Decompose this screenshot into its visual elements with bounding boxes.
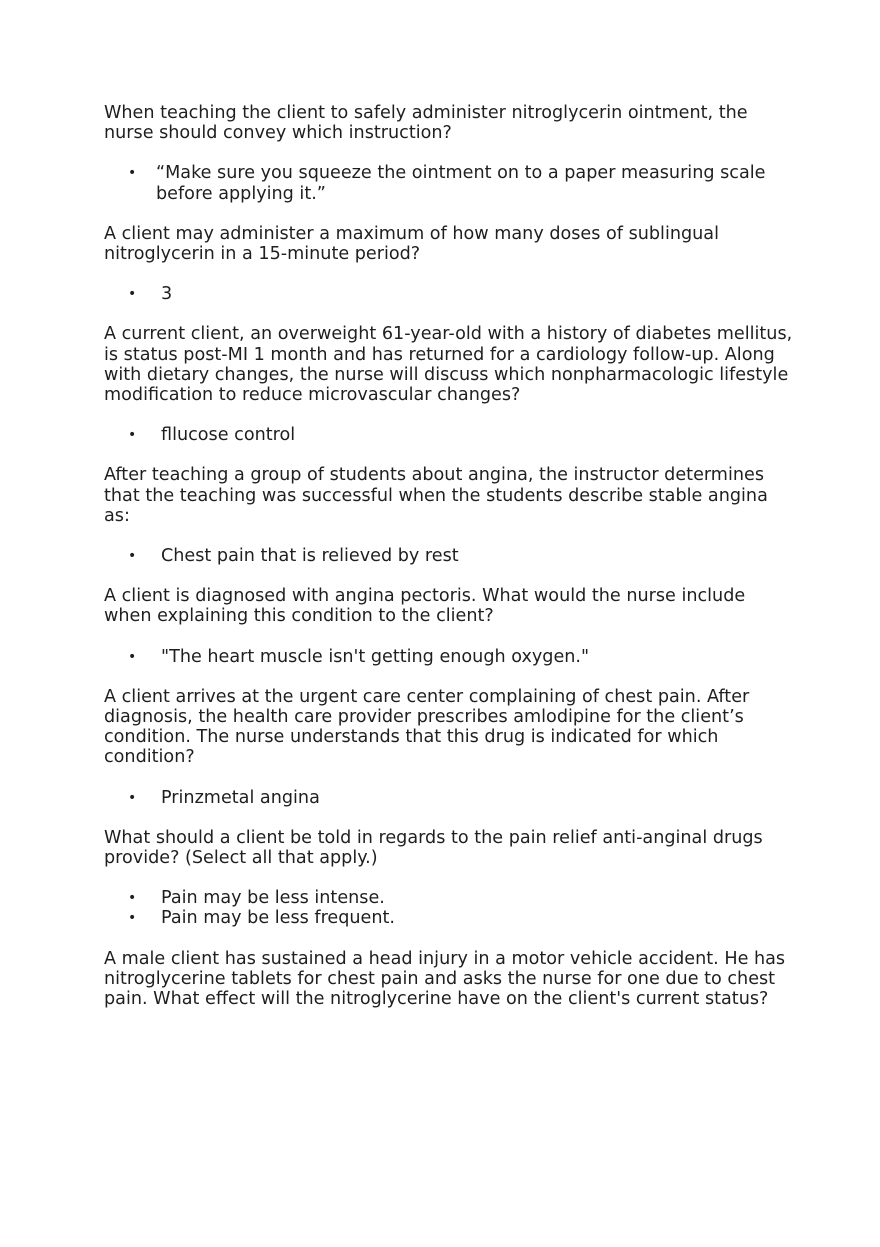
question-text: A client arrives at the urgent care center complaining of chest pain. After diagnosis, the health care provider prescribes amlodipine for the client’s condition. The nurse understands that this drug is indicated for which condition?	[104, 686, 750, 768]
answer-text: Pain may be less frequent.	[161, 908, 396, 929]
answer-item	[104, 163, 794, 203]
answer-item	[104, 908, 794, 928]
bullet-icon: •	[128, 890, 137, 907]
question-text: After teaching a group of students about angina, the instructor determines that the teaching was successful when the students describe stable angina as:	[104, 465, 768, 526]
answer-list	[104, 425, 794, 445]
answer-list	[104, 163, 794, 203]
question-text: A client may administer a maximum of how many doses of sublingual nitroglycerin in a 15-minute period?	[104, 223, 719, 265]
answer-item	[104, 546, 794, 566]
answer-list	[104, 546, 794, 566]
answer-list	[104, 284, 794, 304]
answer-item	[104, 647, 794, 667]
bullet-icon: •	[128, 427, 137, 444]
answer-item	[104, 788, 794, 808]
answer-item	[104, 888, 794, 908]
answer-text: fllucose control	[161, 425, 296, 446]
question-text: When teaching the client to safely administer nitroglycerin ointment, the nurse should convey which instruction?	[104, 103, 748, 144]
answer-text: “Make sure you squeeze the ointment on to a paper measuring scale before applying it.”	[156, 163, 766, 204]
bullet-icon: •	[128, 286, 137, 303]
question-text: What should a client be told in regards to the pain relief anti-anginal drugs provide? (Select all that apply.)	[104, 827, 763, 869]
answer-text: "The heart muscle isn't getting enough oxygen."	[161, 646, 590, 667]
question-text: A current client, an overweight 61-year-old with a history of diabetes mellitus, is status post-MI 1 month and has returned for a cardiology follow-up. Along with dietary changes, the nurse will discuss which nonpharmacologic lifestyle modification to reduce microvascular changes?	[104, 324, 793, 406]
document-page	[104, 103, 794, 1029]
answer-text: Prinzmetal angina	[161, 787, 320, 808]
answer-text: 3	[161, 284, 173, 305]
answer-item	[104, 284, 794, 304]
question-text: A client is diagnosed with angina pectoris. What would the nurse include when explaining this condition to the client?	[104, 586, 746, 627]
answer-text: Pain may be less intense.	[161, 888, 385, 909]
question-text: A male client has sustained a head injury in a motor vehicle accident. He has nitroglycerine tablets for chest pain and asks the nurse for one due to chest pain. What effect will the nitroglycerine have on the client's current status?	[104, 948, 786, 1010]
answer-list	[104, 647, 794, 667]
bullet-icon: •	[128, 789, 137, 806]
answer-list	[104, 888, 794, 928]
bullet-icon: •	[128, 910, 137, 927]
bullet-icon: •	[128, 165, 137, 182]
bullet-icon: •	[128, 648, 137, 665]
answer-text: Chest pain that is relieved by rest	[161, 546, 459, 567]
answer-list	[104, 788, 794, 808]
bullet-icon: •	[128, 548, 137, 565]
answer-item	[104, 425, 794, 445]
